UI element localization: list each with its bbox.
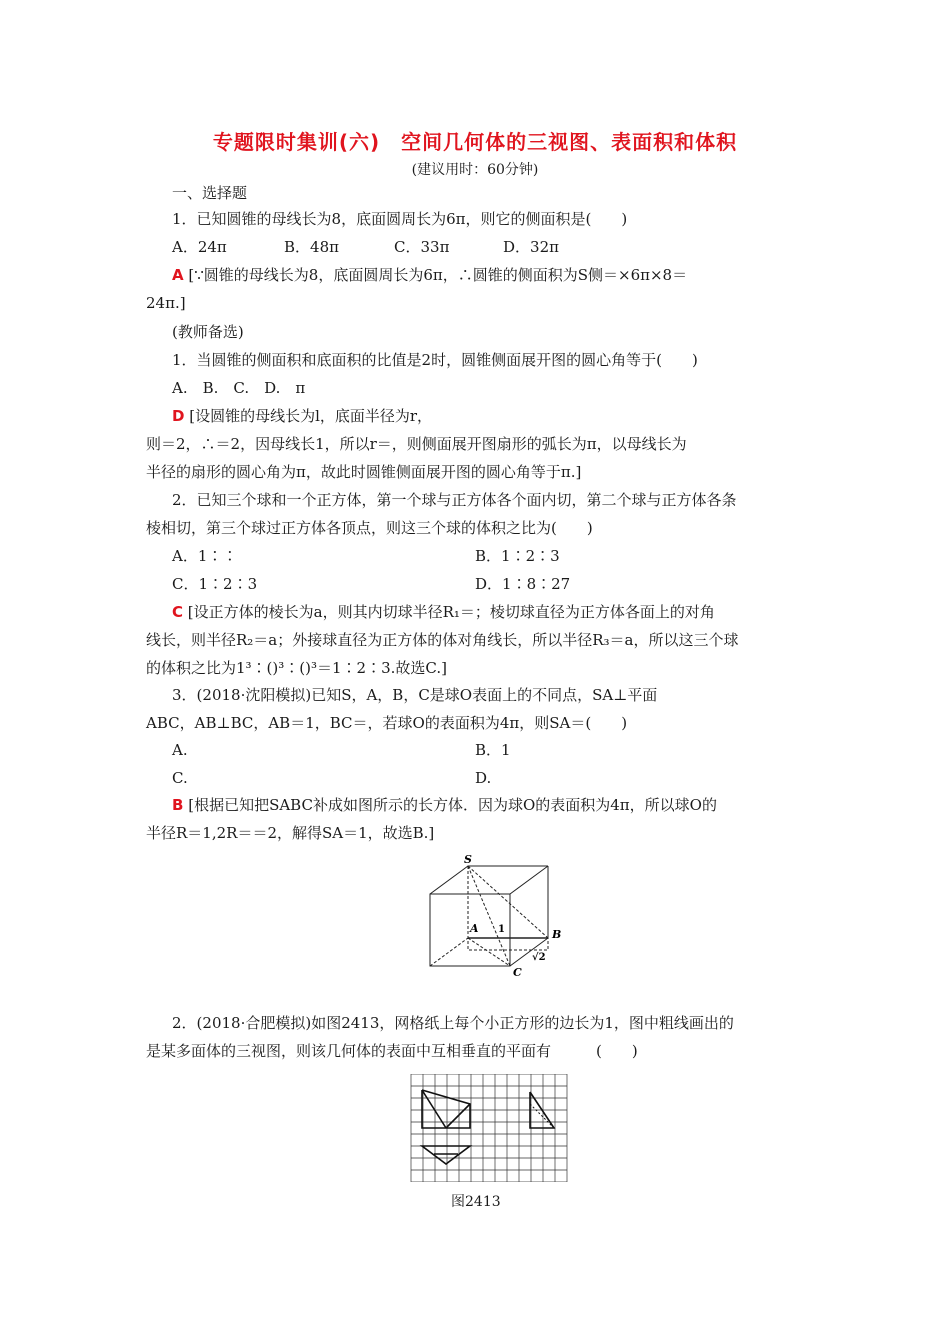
q3-option-a: A.: [172, 741, 188, 759]
q1-option-d: D．32π: [503, 238, 559, 256]
label-one: 1: [498, 924, 505, 935]
label-sqrt2: √2: [532, 952, 546, 963]
q3-answer: [172, 795, 717, 815]
q1-answer: [172, 265, 687, 285]
tq1-answer-letter: D: [172, 407, 185, 425]
q1-option-a: A．24π: [172, 238, 227, 256]
q3-answer-text: [根据已知把SABC补成如图所示的长方体．因为球O的表面积为4π，所以球O的: [188, 796, 717, 814]
q2-answer-line2: 线长，则半径R₂＝a；外接球直径为正方体的体对角线长，所以半径R₃＝a，所以这三个球: [146, 631, 739, 649]
q2-answer-line3: 的体积之比为1³∶()³∶()³＝1∶2∶3.故选C.]: [146, 659, 447, 677]
q3-option-d: D.: [475, 769, 492, 787]
label-s: S: [464, 853, 472, 866]
q3-answer-letter: B: [172, 796, 184, 814]
q2-stem-line1: 2．已知三个球和一个正方体，第一个球与正方体各个面内切，第二个球与正方体各条: [172, 491, 737, 509]
page-title: 专题限时集训(六) 空间几何体的三视图、表面积和体积: [212, 130, 738, 154]
teacher-note: (教师备选): [172, 323, 244, 341]
tq1-answer-line3: 半径的扇形的圆心角为π，故此时圆锥侧面展开图的圆心角等于π.]: [146, 463, 582, 481]
q2-option-c: C．1∶2∶3: [172, 575, 258, 593]
figure-caption: 图2413: [451, 1194, 501, 1210]
tq2-stem-line2: 是某多面体的三视图，则该几何体的表面中互相垂直的平面有 ( ): [146, 1042, 638, 1060]
q3-stem-line2: ABC，AB⊥BC，AB＝1，BC＝，若球O的表面积为4π，则SA＝( ): [146, 714, 628, 732]
q2-answer-letter: C: [172, 603, 184, 621]
q2-answer-text: [设正方体的棱长为a，则其内切球半径R₁＝；棱切球直径为正方体各面上的对角: [187, 603, 715, 621]
tq1-options: A. B. C. D. π: [172, 379, 306, 397]
tq1-stem: 1．当圆锥的侧面积和底面积的比值是2时，圆锥侧面展开图的圆心角等于( ): [172, 351, 698, 369]
section-heading: 一、选择题: [172, 184, 248, 202]
q1-answer-letter: A: [172, 266, 184, 284]
label-a: A: [470, 922, 479, 935]
q1-answer-cont: 24π.]: [146, 294, 186, 312]
three-view-outlines: [422, 1090, 554, 1164]
q2-option-b: B．1∶2∶3: [475, 547, 560, 565]
cuboid-figure: [420, 852, 580, 978]
q3-option-c: C.: [172, 769, 188, 787]
tq2-stem-line1: 2．(2018·合肥模拟)如图2413，网格纸上每个小正方形的边长为1，图中粗线画出的: [172, 1014, 734, 1032]
q3-option-b: B．1: [475, 741, 511, 759]
q1-answer-text: [∵圆锥的母线长为8，底面圆周长为6π，∴圆锥的侧面积为S侧＝×6π×8＝: [188, 266, 688, 284]
q3-stem-line1: 3．(2018·沈阳模拟)已知S，A，B，C是球O表面上的不同点，SA⊥平面: [172, 686, 658, 704]
tq1-answer-line2: 则＝2，∴＝2，因母线长1，所以r＝，则侧面展开图扇形的弧长为π，以母线长为: [146, 435, 687, 453]
q2-stem-line2: 棱相切，第三个球过正方体各顶点，则这三个球的体积之比为( ): [146, 519, 593, 537]
three-view-grid-figure: [410, 1074, 568, 1182]
suggested-time: (建议用时：60分钟): [411, 162, 539, 178]
q1-stem: 1．已知圆锥的母线长为8，底面圆周长为6π，则它的侧面积是( ): [172, 210, 628, 228]
q1-option-c: C．33π: [394, 238, 450, 256]
q2-answer: [172, 602, 715, 622]
q2-option-a: A．1∶∶: [172, 547, 238, 565]
q1-option-b: B．48π: [284, 238, 339, 256]
tq1-answer-text: [设圆锥的母线长为l，底面半径为r，: [189, 407, 433, 425]
q3-answer-line2: 半径R＝1,2R＝＝2，解得SA＝1，故选B.]: [146, 824, 435, 842]
tq1-answer: [172, 406, 432, 426]
q2-option-d: D．1∶8∶27: [475, 575, 571, 593]
label-c: C: [513, 966, 522, 978]
label-b: B: [552, 928, 562, 941]
